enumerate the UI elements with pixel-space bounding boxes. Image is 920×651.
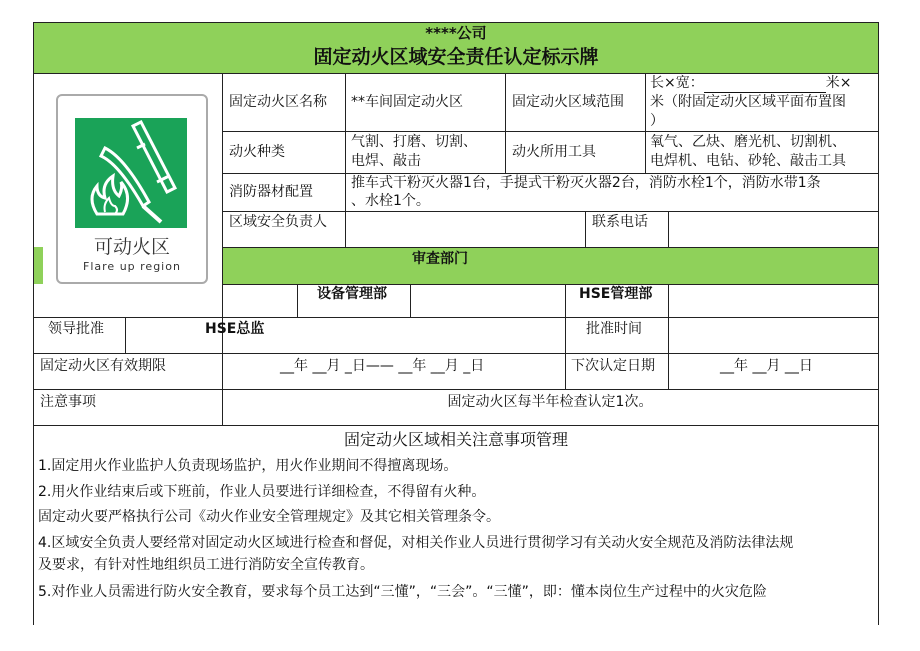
sign-green-panel bbox=[75, 118, 187, 228]
validity-value: __年 __月 _日—— __年 __月 _日 bbox=[280, 358, 485, 374]
fire-permit-sign bbox=[56, 94, 208, 284]
area-range-value-3: 米（附固定动火区域平面布置图 bbox=[650, 94, 846, 110]
fire-type-value-1: 气割、打磨、切割、 bbox=[351, 134, 477, 150]
sign-label-en: Flare up region bbox=[83, 260, 181, 273]
leader-label: 领导批准 bbox=[48, 321, 104, 337]
hse-dept-label: HSE管理部 bbox=[579, 286, 653, 302]
sign-label-cn: 可动火区 bbox=[93, 236, 170, 258]
review-left-strip bbox=[33, 247, 43, 284]
fire-type-value-2: 电焊、敲击 bbox=[351, 153, 421, 169]
area-range-line1 bbox=[650, 74, 878, 93]
equipment-value-1: 推车式干粉灭火器1台，手提式干粉灭火器2台，消防水栓1个，消防水带1条 bbox=[351, 175, 821, 191]
note-line-4: 4.区域安全负责人要经常对固定动火区域进行检查和督促，对相关作业人员进行贯彻学习有关动火安全规范及消防法律法规 bbox=[38, 535, 794, 551]
note-line-1: 1.固定用火作业监护人负责现场监护，用火作业期间不得擅离现场。 bbox=[38, 458, 458, 474]
equipment-value-2: 、水栓1个。 bbox=[351, 193, 430, 209]
area-name-label: 固定动火区名称 bbox=[229, 94, 327, 110]
page-title: 固定动火区域安全责任认定标示牌 bbox=[313, 46, 599, 68]
note-line-3: 固定动火要严格执行公司《动火作业安全管理规定》及其它相关管理条令。 bbox=[38, 509, 500, 525]
phone-label: 联系电话 bbox=[592, 214, 648, 230]
equipment-label: 消防器材配置 bbox=[229, 184, 313, 200]
area-name-value: **车间固定动火区 bbox=[351, 94, 463, 110]
area-range-value-4: ） bbox=[650, 113, 664, 129]
welding-torch-icon bbox=[75, 118, 187, 228]
owner-value[interactable] bbox=[346, 212, 585, 247]
tools-value-2: 电焊机、电钻、砂轮、敲击工具 bbox=[650, 153, 846, 169]
phone-value[interactable] bbox=[669, 212, 878, 247]
note-line-2: 2.用火作业结束后或下班前，作业人员要进行详细检查，不得留有火种。 bbox=[38, 484, 486, 500]
area-range-value-1: 长×宽： bbox=[650, 75, 704, 91]
tools-label: 动火所用工具 bbox=[512, 144, 596, 160]
tools-value-1: 氧气、乙炔、磨光机、切割机、 bbox=[650, 134, 846, 150]
area-range-value-2: 米× bbox=[825, 75, 852, 91]
note-line-6: 5.对作业人员需进行防火安全教育，要求每个员工达到“三懂”，“三会”。“三懂”，即：懂本岗位生产过程中的火灾危险 bbox=[38, 584, 767, 600]
validity-label: 固定动火区有效期限 bbox=[40, 358, 166, 374]
notes-title: 固定动火区域相关注意事项管理 bbox=[343, 430, 568, 449]
area-range-label: 固定动火区域范围 bbox=[512, 94, 624, 110]
next-date-label: 下次认定日期 bbox=[571, 358, 655, 374]
notice-value: 固定动火区每半年检查认定1次。 bbox=[447, 394, 653, 410]
review-header: 审查部门 bbox=[412, 251, 468, 267]
note-line-5: 及要求，有针对性地组织员工进行消防安全宣传教育。 bbox=[38, 557, 374, 573]
hse-director-label: HSE总监 bbox=[205, 321, 265, 337]
owner-label: 区域安全负责人 bbox=[229, 214, 327, 230]
company-name: ****公司 bbox=[425, 24, 487, 42]
area-range-blank bbox=[704, 78, 826, 93]
notice-label: 注意事项 bbox=[40, 394, 96, 410]
next-date-value: __年 __月 __日 bbox=[720, 358, 813, 374]
equip-dept-label: 设备管理部 bbox=[317, 286, 387, 302]
approve-time-label: 批准时间 bbox=[586, 321, 642, 337]
fire-type-label: 动火种类 bbox=[229, 144, 285, 160]
